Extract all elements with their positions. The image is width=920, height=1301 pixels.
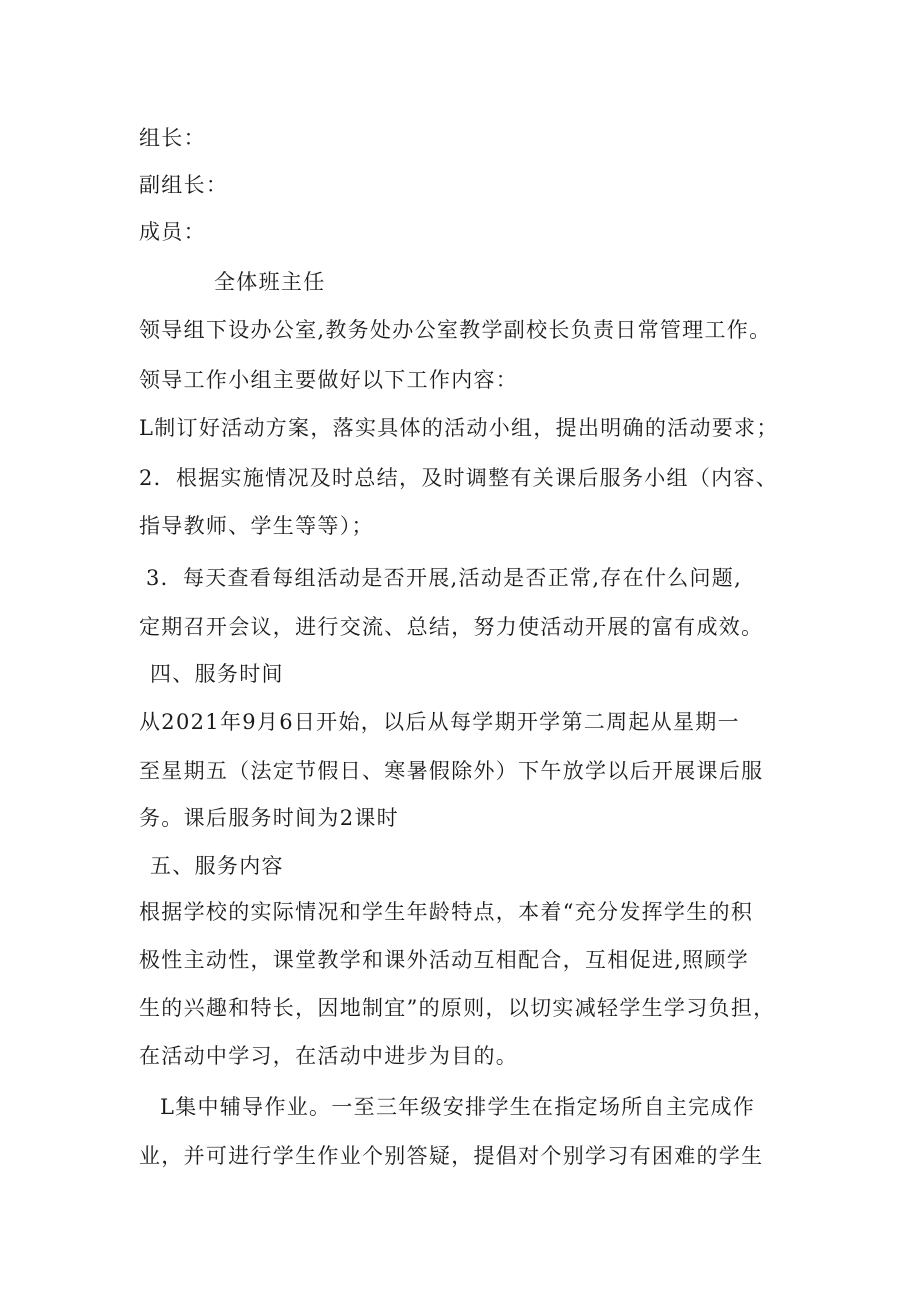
- paragraph-line: 极性主动性，课堂教学和课外活动互相配合，互相促进,照顾学: [139, 948, 750, 972]
- paragraph-line: 务。课后服务时间为2课时: [139, 806, 399, 830]
- list-item-2-continued: 指导教师、学生等等）；: [139, 514, 374, 538]
- paragraph-line: 在活动中学习，在活动中进步为目的。: [139, 1044, 519, 1068]
- list-item-1: L制订好活动方案，落实具体的活动小组，提出明确的活动要求；: [139, 416, 779, 440]
- paragraph-line: 业，并可进行学生作业个别答疑，提倡对个别学习有困难的学生: [139, 1144, 764, 1168]
- paragraph-line: 至星期五（法定节假日、寒暑假除外）下午放学以后开展课后服: [139, 759, 764, 783]
- members-label: 成员：: [139, 220, 206, 244]
- members-value: 全体班主任: [214, 270, 326, 294]
- leader-label: 组长：: [139, 126, 206, 150]
- list-item-homework: L集中辅导作业。一至三年级安排学生在指定场所自主完成作: [160, 1095, 756, 1119]
- section-heading-service-time: 四、服务时间: [150, 662, 284, 686]
- list-item-3-continued: 定期召开会议，进行交流、总结，努力使活动开展的富有成效。: [139, 615, 764, 639]
- paragraph-line: 生的兴趣和特长，因地制宜”的原则，以切实减轻学生学习负担，: [139, 996, 776, 1020]
- paragraph-line: 领导组下设办公室,教务处办公室教学副校长负责日常管理工作。: [139, 318, 772, 342]
- list-item-3: 3．每天查看每组活动是否开展,活动是否正常,存在什么问题,: [146, 566, 743, 590]
- paragraph-line: 根据学校的实际情况和学生年龄特点，本着“充分发挥学生的积: [139, 900, 754, 924]
- list-item-2: 2．根据实施情况及时总结，及时调整有关课后服务小组（内容、: [139, 466, 779, 490]
- paragraph-line: 从2021年9月6日开始，以后从每学期开学第二周起从星期一: [139, 710, 740, 734]
- section-heading-service-content: 五、服务内容: [150, 854, 284, 878]
- deputy-leader-label: 副组长：: [139, 173, 229, 197]
- paragraph-line: 领导工作小组主要做好以下工作内容：: [139, 368, 519, 392]
